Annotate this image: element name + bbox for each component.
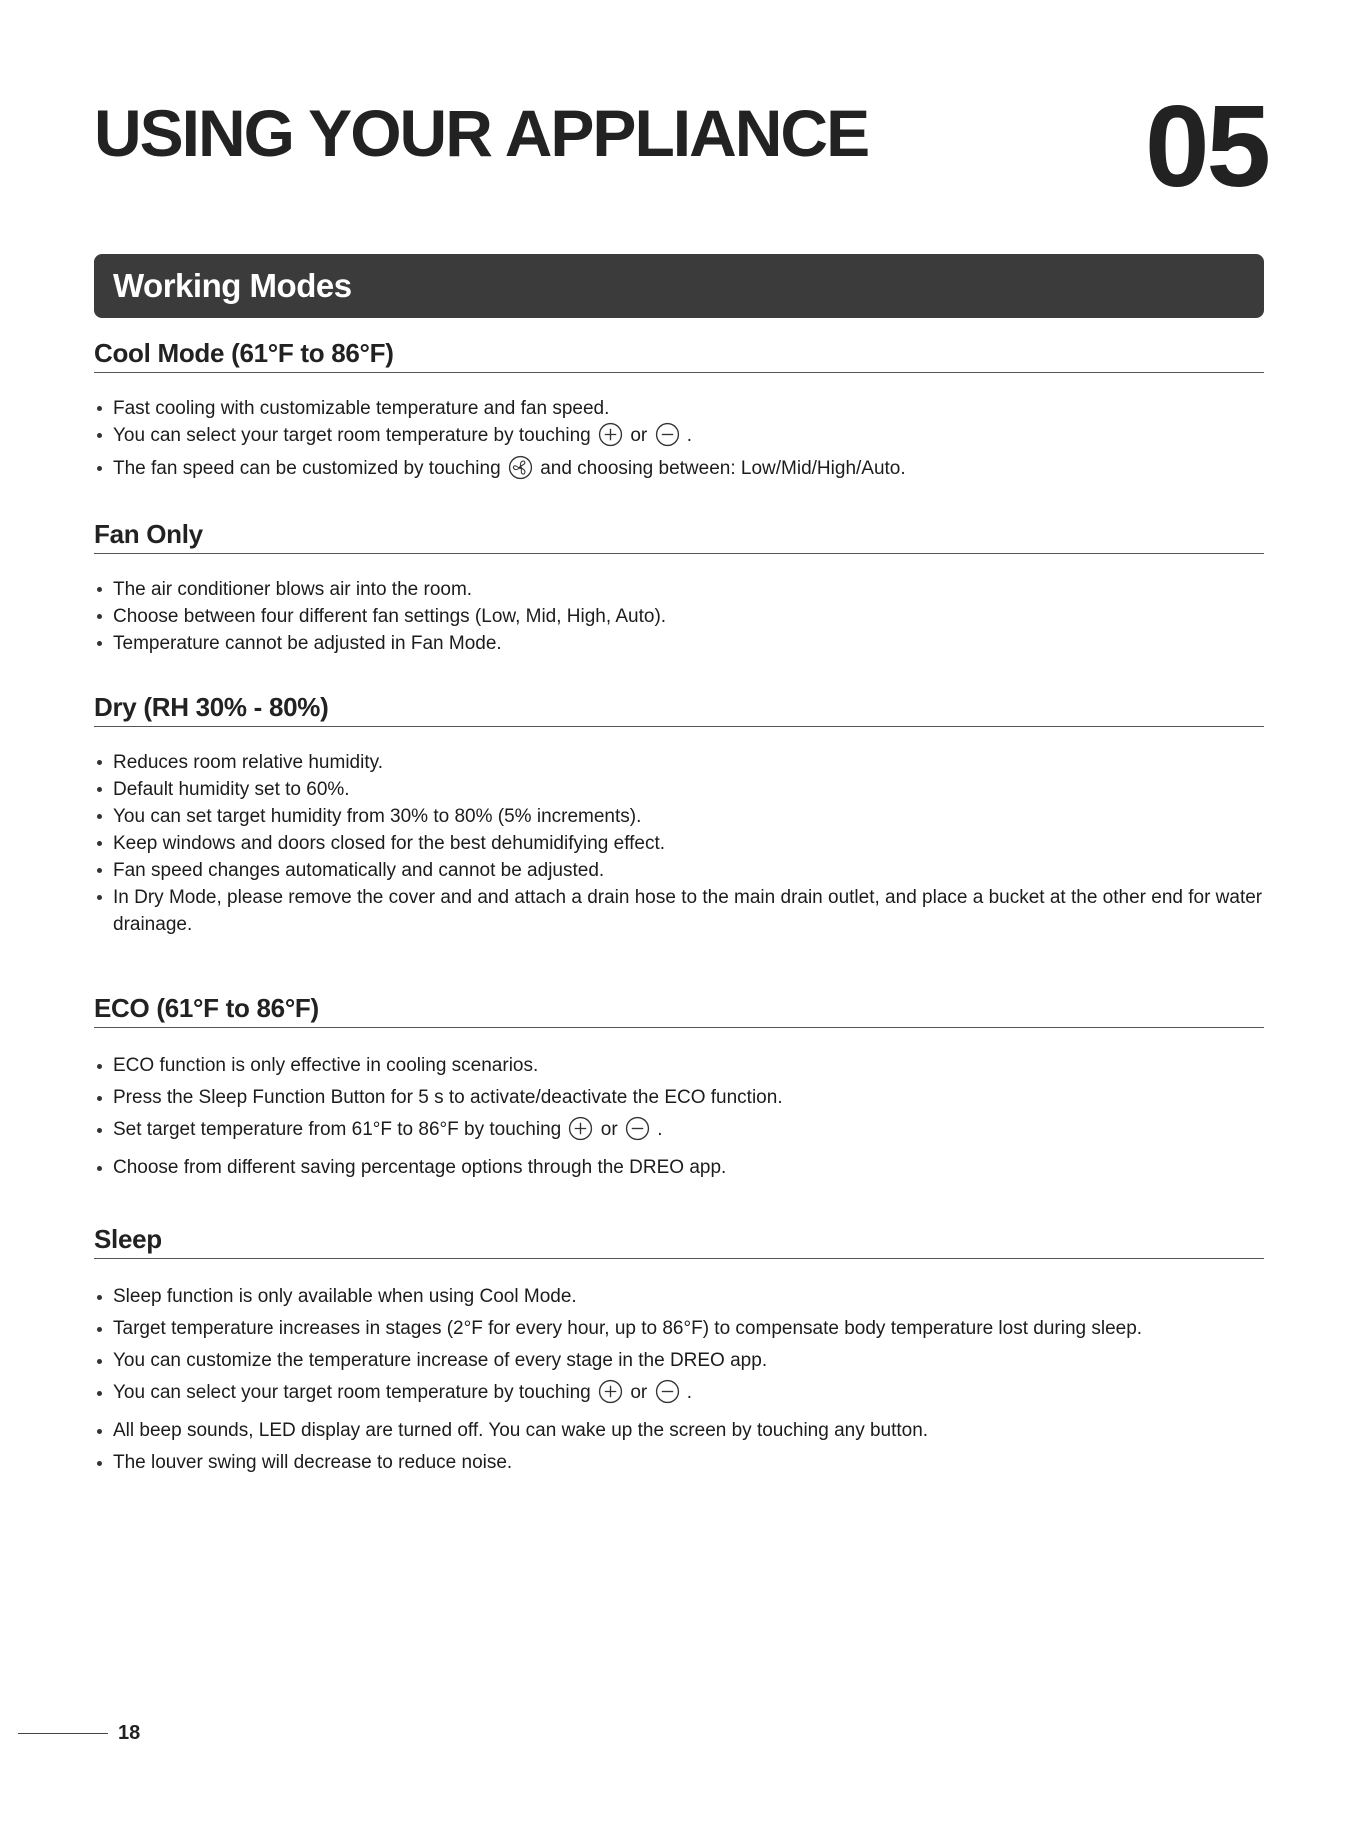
list-item: You can select your target room temperature by touching or .: [94, 1377, 1264, 1415]
list-item: All beep sounds, LED display are turned off. You can wake up the screen by touching any button.: [94, 1415, 1264, 1447]
list-item: In Dry Mode, please remove the cover and and attach a drain hose to the main drain outlet, and place a bucket at the other end for water drainage.: [94, 884, 1264, 938]
list-item: The air conditioner blows air into the room.: [94, 576, 1264, 603]
section-title-eco: ECO (61°F to 86°F): [94, 989, 1264, 1028]
list-item: ECO function is only effective in cooling scenarios.: [94, 1050, 1264, 1082]
fan-only-list: [94, 576, 1264, 657]
list-item: Keep windows and doors closed for the best dehumidifying effect.: [94, 830, 1264, 857]
list-item: Press the Sleep Function Button for 5 s to activate/deactivate the ECO function.: [94, 1082, 1264, 1114]
footer-rule: [18, 1733, 108, 1734]
list-item: Sleep function is only available when using Cool Mode.: [94, 1281, 1264, 1313]
minus-circle-icon: [625, 1116, 650, 1152]
list-item: Set target temperature from 61°F to 86°F by touching or .: [94, 1114, 1264, 1152]
list-item: You can customize the temperature increase of every stage in the DREO app.: [94, 1345, 1264, 1377]
dry-list: [94, 749, 1264, 938]
page-number: 18: [118, 1722, 141, 1744]
plus-circle-icon: [598, 1379, 623, 1415]
minus-circle-icon: [655, 1379, 680, 1415]
list-item: Fan speed changes automatically and cannot be adjusted.: [94, 857, 1264, 884]
list-item: Fast cooling with customizable temperature and fan speed.: [94, 395, 1264, 422]
plus-circle-icon: [568, 1116, 593, 1152]
cool-mode-list: [94, 395, 1264, 488]
list-item: Choose from different saving percentage options through the DREO app.: [94, 1152, 1264, 1184]
list-item: The fan speed can be customized by touching and choosing between: Low/Mid/High/Auto.: [94, 455, 1264, 488]
section-title-cool-mode: Cool Mode (61°F to 86°F): [94, 334, 1264, 373]
list-item: You can select your target room temperature by touching or .: [94, 422, 1264, 455]
minus-circle-icon: [655, 422, 680, 455]
page-title: USING YOUR APPLIANCE: [94, 96, 869, 170]
plus-circle-icon: [598, 422, 623, 455]
section-dry: [94, 688, 1264, 938]
sleep-list: [94, 1281, 1264, 1479]
section-title-dry: Dry (RH 30% - 80%): [94, 688, 1264, 727]
list-item: Choose between four different fan settings (Low, Mid, High, Auto).: [94, 603, 1264, 630]
section-cool-mode: [94, 334, 1264, 488]
list-item: Default humidity set to 60%.: [94, 776, 1264, 803]
section-eco: [94, 989, 1264, 1184]
list-item: Reduces room relative humidity.: [94, 749, 1264, 776]
eco-list: [94, 1050, 1264, 1184]
section-sleep: [94, 1220, 1264, 1479]
fan-circle-icon: [508, 455, 533, 488]
list-item: Target temperature increases in stages (2°F for every hour, up to 86°F) to compensate body temperature lost during sleep.: [94, 1313, 1264, 1345]
working-modes-banner: [94, 254, 1264, 318]
list-item: You can set target humidity from 30% to 80% (5% increments).: [94, 803, 1264, 830]
chapter-number: 05: [1144, 81, 1268, 211]
section-fan-only: [94, 515, 1264, 657]
section-title-sleep: Sleep: [94, 1220, 1264, 1259]
section-title-fan-only: Fan Only: [94, 515, 1264, 554]
list-item: Temperature cannot be adjusted in Fan Mode.: [94, 630, 1264, 657]
banner-title: Working Modes: [113, 267, 352, 304]
page-footer: [18, 1722, 140, 1745]
list-item: The louver swing will decrease to reduce noise.: [94, 1447, 1264, 1479]
